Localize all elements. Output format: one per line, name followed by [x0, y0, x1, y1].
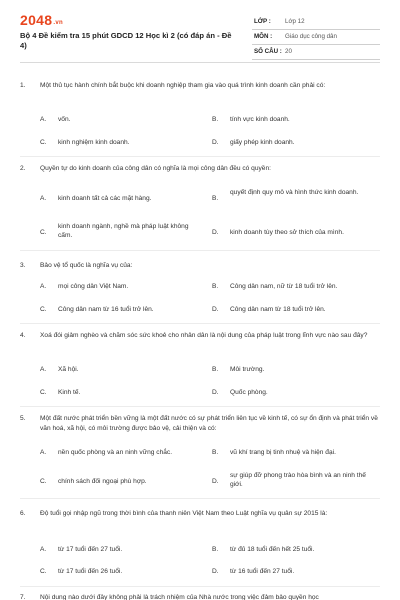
meta-label: SỐ CÂU :: [254, 48, 282, 55]
question-6: [0, 509, 400, 519]
option-text: Môi trường.: [230, 366, 265, 373]
option-text: kinh doanh ngành, nghề mà pháp luật không cấm.: [58, 223, 189, 239]
page-title: Bộ 4 Đề kiểm tra 15 phút GDCD 12 Học kì 2 (có đáp án - Đề 4): [20, 31, 232, 50]
option-letter: B.: [212, 366, 219, 373]
meta-label: LỚP :: [254, 18, 271, 25]
question-stem: [20, 509, 378, 519]
option-letter: B.: [212, 116, 219, 123]
meta-row-count: [252, 45, 380, 60]
question-separator: [20, 498, 380, 499]
option-text: từ 17 tuổi đến 27 tuổi.: [58, 546, 123, 553]
meta-value: Lớp 12: [285, 18, 305, 25]
option-text: quyết định quy mô và hình thức kinh doanh.: [230, 189, 359, 196]
meta-panel: [252, 15, 380, 60]
option-letter: B.: [212, 449, 219, 456]
question-text: Xoá đói giảm nghèo và chăm sóc sức khoẻ cho nhân dân là nội dung của pháp luật trong lĩnh vực nào sau đây?: [40, 332, 368, 339]
option-letter: A.: [40, 366, 47, 373]
question-text: Bảo vệ tổ quốc là nghĩa vụ của:: [40, 262, 133, 269]
header: [0, 0, 400, 62]
question-stem: [20, 414, 378, 434]
option-letter: D.: [212, 229, 219, 236]
option-text: tính vực kinh doanh.: [230, 116, 290, 123]
question-text: Quyền tự do kinh doanh của công dân có nghĩa là mọi công dân đều có quyền:: [40, 165, 271, 172]
question-5: [0, 414, 400, 434]
option-letter: C.: [40, 568, 47, 575]
meta-value: 20: [285, 48, 292, 55]
question-number: 5.: [20, 415, 26, 422]
option-text: Công dân nam từ 16 tuổi trở lên.: [58, 306, 154, 313]
option-text: kinh nghiệm kinh doanh.: [58, 139, 130, 146]
question-separator: [20, 250, 380, 251]
meta-value: Giáo dục công dân: [285, 33, 337, 40]
question-number: 4.: [20, 332, 26, 339]
question-1: [0, 81, 400, 91]
option-letter: C.: [40, 139, 47, 146]
option-text: mọi công dân Việt Nam.: [58, 283, 129, 290]
option-letter: A.: [40, 449, 47, 456]
option-text: nền quốc phòng và an ninh vững chắc.: [58, 449, 173, 456]
logo-main: 2048: [20, 12, 53, 28]
option-letter: C.: [40, 478, 47, 485]
option-text: Công dân nam từ 18 tuổi trở lên.: [230, 306, 326, 313]
option-text: sự giúp đỡ phong trào hòa bình và an ninh thế giới.: [230, 472, 366, 488]
option-text: vốn.: [58, 116, 71, 123]
question-stem: [20, 81, 378, 91]
option-text: kinh doanh tất cả các mặt hàng.: [58, 195, 152, 202]
question-3: [0, 261, 400, 271]
option-letter: B.: [212, 546, 219, 553]
option-text: Quốc phòng.: [230, 389, 268, 396]
question-number: 1.: [20, 82, 26, 89]
question-4: [0, 331, 400, 341]
logo-suffix: .vn: [53, 20, 63, 26]
option-letter: D.: [212, 568, 219, 575]
question-text: Nội dung nào dưới đây không phải là trách nhiệm của Nhà nước trong việc đảm bảo quyền học: [40, 594, 319, 600]
option-letter: D.: [212, 478, 219, 485]
question-number: 3.: [20, 262, 26, 269]
option-letter: C.: [40, 389, 47, 396]
option-letter: C.: [40, 306, 47, 313]
option-letter: A.: [40, 195, 47, 202]
option-letter: D.: [212, 389, 219, 396]
meta-row-subject: [252, 30, 380, 45]
option-letter: A.: [40, 116, 47, 123]
question-stem: [20, 164, 378, 174]
question-number: 2.: [20, 165, 26, 172]
question-text: Một thủ tục hành chính bắt buộc khi doanh nghiệp tham gia vào quá trình kinh doanh cần phải có:: [40, 82, 326, 89]
question-text: Một đất nước phát triển bền vững là một đất nước có sự phát triển liên tục về kinh tế, có sự ổn định và phát triển về văn hoá, xã hội, có môi trường được bảo vệ, cải thiện và có:: [40, 415, 378, 432]
option-text: Kinh tế.: [58, 389, 81, 396]
question-stem: [20, 261, 378, 271]
option-letter: A.: [40, 546, 47, 553]
option-text: từ đủ 18 tuổi đến hết 25 tuổi.: [230, 546, 315, 553]
question-separator: [20, 586, 380, 587]
option-letter: D.: [212, 139, 219, 146]
question-separator: [20, 156, 380, 157]
meta-row-class: [252, 15, 380, 30]
option-text: chính sách đối ngoại phù hợp.: [58, 478, 147, 485]
option-letter: D.: [212, 306, 219, 313]
question-stem: [20, 593, 378, 600]
question-separator: [20, 323, 380, 324]
site-logo[interactable]: [20, 12, 63, 28]
option-text: từ 17 tuổi đến 26 tuổi.: [58, 568, 123, 575]
question-2: [0, 164, 400, 174]
question-stem: [20, 331, 378, 341]
option-text: từ 16 tuổi đến 27 tuổi.: [230, 568, 295, 575]
option-text: kinh doanh tùy theo sở thích của mình.: [230, 229, 344, 236]
question-7: [0, 593, 400, 600]
option-letter: C.: [40, 229, 47, 236]
question-number: 7.: [20, 594, 26, 600]
meta-label: MÔN :: [254, 33, 273, 40]
option-letter: B.: [212, 283, 219, 290]
option-text: Xã hội.: [58, 366, 79, 373]
option-letter: A.: [40, 283, 47, 290]
question-text: Độ tuổi gọi nhập ngũ trong thời bình của thanh niên Việt Nam theo Luật nghĩa vụ quân sự 2015 là:: [40, 510, 328, 517]
option-letter: B.: [212, 195, 219, 202]
question-number: 6.: [20, 510, 26, 517]
option-text: Công dân nam, nữ từ 18 tuổi trở lên.: [230, 283, 338, 290]
option-text: vũ khí trang bị tinh nhuệ và hiện đại.: [230, 449, 336, 456]
question-separator: [20, 406, 380, 407]
option-text: giấy phép kinh doanh.: [230, 139, 295, 146]
header-divider: [20, 62, 380, 63]
